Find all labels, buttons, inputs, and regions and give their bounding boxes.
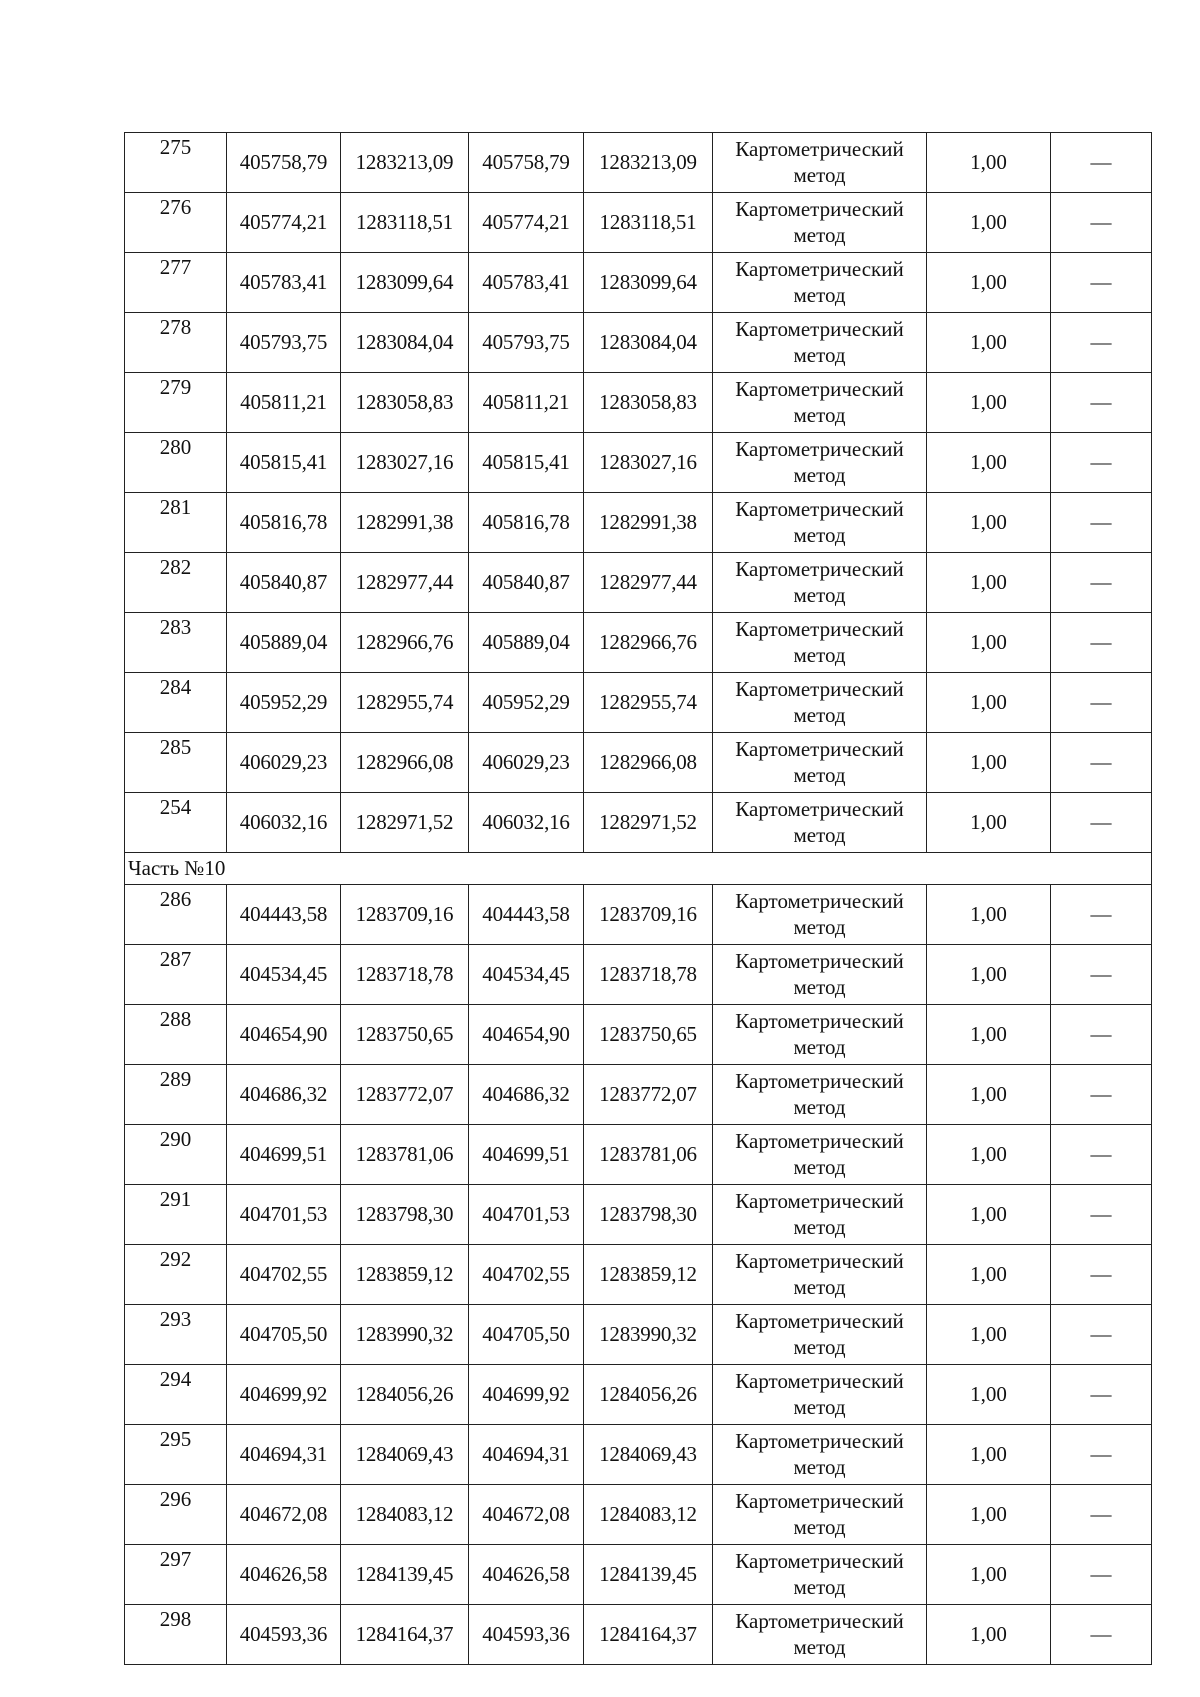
- table-row: [125, 1185, 1152, 1245]
- table-body: [125, 133, 1152, 1665]
- accuracy-cell: 1,00: [927, 1305, 1051, 1365]
- method-cell: Картометрический метод: [713, 1005, 927, 1065]
- accuracy-cell: 1,00: [927, 1245, 1051, 1305]
- x-coordinate-new-cell: 404694,31: [469, 1425, 584, 1485]
- x-coordinate-cell: 405816,78: [227, 493, 341, 553]
- description-cell: —: [1051, 373, 1152, 433]
- x-coordinate-new-cell: 404443,58: [469, 885, 584, 945]
- table-row: [125, 673, 1152, 733]
- y-coordinate-new-cell: 1282955,74: [584, 673, 713, 733]
- table-row: [125, 313, 1152, 373]
- y-coordinate-new-cell: 1283859,12: [584, 1245, 713, 1305]
- x-coordinate-cell: 406032,16: [227, 793, 341, 853]
- y-coordinate-new-cell: 1283027,16: [584, 433, 713, 493]
- accuracy-cell: 1,00: [927, 1125, 1051, 1185]
- accuracy-cell: 1,00: [927, 433, 1051, 493]
- table-row: [125, 1605, 1152, 1665]
- point-number-cell: 284: [125, 673, 227, 733]
- table-row: [125, 733, 1152, 793]
- x-coordinate-new-cell: 405815,41: [469, 433, 584, 493]
- accuracy-cell: 1,00: [927, 1065, 1051, 1125]
- y-coordinate-cell: 1283781,06: [341, 1125, 469, 1185]
- x-coordinate-cell: 405952,29: [227, 673, 341, 733]
- y-coordinate-new-cell: 1283750,65: [584, 1005, 713, 1065]
- point-number-cell: 298: [125, 1605, 227, 1665]
- x-coordinate-new-cell: 405889,04: [469, 613, 584, 673]
- table-row: [125, 1485, 1152, 1545]
- method-cell: Картометрический метод: [713, 1305, 927, 1365]
- table-row: [125, 1545, 1152, 1605]
- x-coordinate-cell: 404699,92: [227, 1365, 341, 1425]
- method-cell: Картометрический метод: [713, 133, 927, 193]
- description-cell: —: [1051, 1005, 1152, 1065]
- y-coordinate-new-cell: 1283118,51: [584, 193, 713, 253]
- x-coordinate-cell: 405840,87: [227, 553, 341, 613]
- y-coordinate-new-cell: 1283213,09: [584, 133, 713, 193]
- x-coordinate-cell: 405793,75: [227, 313, 341, 373]
- x-coordinate-new-cell: 404702,55: [469, 1245, 584, 1305]
- x-coordinate-cell: 404654,90: [227, 1005, 341, 1065]
- y-coordinate-cell: 1283213,09: [341, 133, 469, 193]
- accuracy-cell: 1,00: [927, 493, 1051, 553]
- description-cell: —: [1051, 1545, 1152, 1605]
- description-cell: —: [1051, 133, 1152, 193]
- description-cell: —: [1051, 793, 1152, 853]
- point-number-cell: 295: [125, 1425, 227, 1485]
- description-cell: —: [1051, 673, 1152, 733]
- y-coordinate-cell: 1282991,38: [341, 493, 469, 553]
- y-coordinate-new-cell: 1283772,07: [584, 1065, 713, 1125]
- point-number-cell: 285: [125, 733, 227, 793]
- accuracy-cell: 1,00: [927, 1545, 1051, 1605]
- table-row: [125, 493, 1152, 553]
- x-coordinate-cell: 405758,79: [227, 133, 341, 193]
- y-coordinate-new-cell: 1282966,76: [584, 613, 713, 673]
- method-cell: Картометрический метод: [713, 1065, 927, 1125]
- table-row: [125, 193, 1152, 253]
- point-number-cell: 289: [125, 1065, 227, 1125]
- x-coordinate-new-cell: 405816,78: [469, 493, 584, 553]
- description-cell: —: [1051, 1365, 1152, 1425]
- y-coordinate-new-cell: 1284056,26: [584, 1365, 713, 1425]
- y-coordinate-cell: 1282966,76: [341, 613, 469, 673]
- point-number-cell: 276: [125, 193, 227, 253]
- x-coordinate-new-cell: 405783,41: [469, 253, 584, 313]
- x-coordinate-new-cell: 404672,08: [469, 1485, 584, 1545]
- method-cell: Картометрический метод: [713, 313, 927, 373]
- x-coordinate-cell: 405889,04: [227, 613, 341, 673]
- y-coordinate-cell: 1283084,04: [341, 313, 469, 373]
- y-coordinate-new-cell: 1284139,45: [584, 1545, 713, 1605]
- x-coordinate-new-cell: 406032,16: [469, 793, 584, 853]
- method-cell: Картометрический метод: [713, 553, 927, 613]
- point-number-cell: 279: [125, 373, 227, 433]
- x-coordinate-new-cell: 404699,51: [469, 1125, 584, 1185]
- description-cell: —: [1051, 945, 1152, 1005]
- accuracy-cell: 1,00: [927, 733, 1051, 793]
- x-coordinate-cell: 404686,32: [227, 1065, 341, 1125]
- table-row: [125, 553, 1152, 613]
- y-coordinate-cell: 1284069,43: [341, 1425, 469, 1485]
- accuracy-cell: 1,00: [927, 1605, 1051, 1665]
- point-number-cell: 254: [125, 793, 227, 853]
- table-row: [125, 1365, 1152, 1425]
- y-coordinate-cell: 1283099,64: [341, 253, 469, 313]
- y-coordinate-cell: 1283027,16: [341, 433, 469, 493]
- table-row: [125, 133, 1152, 193]
- y-coordinate-cell: 1283718,78: [341, 945, 469, 1005]
- description-cell: —: [1051, 553, 1152, 613]
- x-coordinate-new-cell: 404654,90: [469, 1005, 584, 1065]
- y-coordinate-new-cell: 1283084,04: [584, 313, 713, 373]
- x-coordinate-new-cell: 405774,21: [469, 193, 584, 253]
- description-cell: —: [1051, 193, 1152, 253]
- x-coordinate-cell: 404699,51: [227, 1125, 341, 1185]
- method-cell: Картометрический метод: [713, 1125, 927, 1185]
- y-coordinate-new-cell: 1283798,30: [584, 1185, 713, 1245]
- accuracy-cell: 1,00: [927, 1425, 1051, 1485]
- accuracy-cell: 1,00: [927, 1185, 1051, 1245]
- table-row: [125, 373, 1152, 433]
- accuracy-cell: 1,00: [927, 313, 1051, 373]
- x-coordinate-cell: 404672,08: [227, 1485, 341, 1545]
- y-coordinate-new-cell: 1282991,38: [584, 493, 713, 553]
- x-coordinate-new-cell: 404699,92: [469, 1365, 584, 1425]
- accuracy-cell: 1,00: [927, 133, 1051, 193]
- x-coordinate-new-cell: 404701,53: [469, 1185, 584, 1245]
- method-cell: Картометрический метод: [713, 1605, 927, 1665]
- x-coordinate-new-cell: 404705,50: [469, 1305, 584, 1365]
- x-coordinate-new-cell: 405840,87: [469, 553, 584, 613]
- y-coordinate-new-cell: 1284069,43: [584, 1425, 713, 1485]
- method-cell: Картометрический метод: [713, 1185, 927, 1245]
- accuracy-cell: 1,00: [927, 553, 1051, 613]
- x-coordinate-new-cell: 405758,79: [469, 133, 584, 193]
- y-coordinate-cell: 1283118,51: [341, 193, 469, 253]
- point-number-cell: 282: [125, 553, 227, 613]
- description-cell: —: [1051, 313, 1152, 373]
- accuracy-cell: 1,00: [927, 885, 1051, 945]
- description-cell: —: [1051, 885, 1152, 945]
- x-coordinate-cell: 404694,31: [227, 1425, 341, 1485]
- y-coordinate-new-cell: 1283781,06: [584, 1125, 713, 1185]
- description-cell: —: [1051, 433, 1152, 493]
- x-coordinate-cell: 404705,50: [227, 1305, 341, 1365]
- y-coordinate-cell: 1284139,45: [341, 1545, 469, 1605]
- x-coordinate-new-cell: 406029,23: [469, 733, 584, 793]
- point-number-cell: 281: [125, 493, 227, 553]
- table-row: [125, 253, 1152, 313]
- x-coordinate-new-cell: 405952,29: [469, 673, 584, 733]
- table-row: [125, 1305, 1152, 1365]
- method-cell: Картометрический метод: [713, 673, 927, 733]
- description-cell: —: [1051, 1065, 1152, 1125]
- table-row: [125, 1425, 1152, 1485]
- y-coordinate-cell: 1283058,83: [341, 373, 469, 433]
- x-coordinate-cell: 404701,53: [227, 1185, 341, 1245]
- method-cell: Картометрический метод: [713, 373, 927, 433]
- point-number-cell: 278: [125, 313, 227, 373]
- method-cell: Картометрический метод: [713, 1545, 927, 1605]
- description-cell: —: [1051, 613, 1152, 673]
- x-coordinate-cell: 405811,21: [227, 373, 341, 433]
- x-coordinate-cell: 404593,36: [227, 1605, 341, 1665]
- point-number-cell: 290: [125, 1125, 227, 1185]
- description-cell: —: [1051, 1125, 1152, 1185]
- accuracy-cell: 1,00: [927, 253, 1051, 313]
- description-cell: —: [1051, 1185, 1152, 1245]
- y-coordinate-cell: 1282966,08: [341, 733, 469, 793]
- point-number-cell: 283: [125, 613, 227, 673]
- x-coordinate-new-cell: 404626,58: [469, 1545, 584, 1605]
- description-cell: —: [1051, 1425, 1152, 1485]
- y-coordinate-cell: 1284056,26: [341, 1365, 469, 1425]
- coordinates-table: [124, 132, 1152, 1665]
- x-coordinate-cell: 405774,21: [227, 193, 341, 253]
- method-cell: Картометрический метод: [713, 613, 927, 673]
- method-cell: Картометрический метод: [713, 193, 927, 253]
- x-coordinate-new-cell: 405811,21: [469, 373, 584, 433]
- accuracy-cell: 1,00: [927, 793, 1051, 853]
- x-coordinate-cell: 404534,45: [227, 945, 341, 1005]
- table-row: [125, 1125, 1152, 1185]
- y-coordinate-new-cell: 1282966,08: [584, 733, 713, 793]
- method-cell: Картометрический метод: [713, 1425, 927, 1485]
- y-coordinate-cell: 1283798,30: [341, 1185, 469, 1245]
- y-coordinate-new-cell: 1282971,52: [584, 793, 713, 853]
- accuracy-cell: 1,00: [927, 673, 1051, 733]
- y-coordinate-cell: 1283990,32: [341, 1305, 469, 1365]
- method-cell: Картометрический метод: [713, 493, 927, 553]
- y-coordinate-cell: 1283859,12: [341, 1245, 469, 1305]
- x-coordinate-cell: 406029,23: [227, 733, 341, 793]
- table-row: [125, 885, 1152, 945]
- point-number-cell: 291: [125, 1185, 227, 1245]
- method-cell: Картометрический метод: [713, 1365, 927, 1425]
- y-coordinate-new-cell: 1283058,83: [584, 373, 713, 433]
- x-coordinate-new-cell: 404686,32: [469, 1065, 584, 1125]
- x-coordinate-cell: 405783,41: [227, 253, 341, 313]
- y-coordinate-new-cell: 1283099,64: [584, 253, 713, 313]
- x-coordinate-cell: 404702,55: [227, 1245, 341, 1305]
- table-row: [125, 433, 1152, 493]
- point-number-cell: 294: [125, 1365, 227, 1425]
- x-coordinate-new-cell: 404534,45: [469, 945, 584, 1005]
- table-row: [125, 793, 1152, 853]
- point-number-cell: 288: [125, 1005, 227, 1065]
- point-number-cell: 277: [125, 253, 227, 313]
- point-number-cell: 280: [125, 433, 227, 493]
- y-coordinate-new-cell: 1282977,44: [584, 553, 713, 613]
- x-coordinate-cell: 405815,41: [227, 433, 341, 493]
- section-row: [125, 853, 1152, 885]
- table-row: [125, 1245, 1152, 1305]
- description-cell: —: [1051, 1485, 1152, 1545]
- method-cell: Картометрический метод: [713, 733, 927, 793]
- y-coordinate-new-cell: 1284083,12: [584, 1485, 713, 1545]
- accuracy-cell: 1,00: [927, 193, 1051, 253]
- table-row: [125, 1005, 1152, 1065]
- description-cell: —: [1051, 1305, 1152, 1365]
- x-coordinate-cell: 404626,58: [227, 1545, 341, 1605]
- point-number-cell: 275: [125, 133, 227, 193]
- point-number-cell: 287: [125, 945, 227, 1005]
- accuracy-cell: 1,00: [927, 945, 1051, 1005]
- y-coordinate-cell: 1282955,74: [341, 673, 469, 733]
- table-row: [125, 1065, 1152, 1125]
- description-cell: —: [1051, 1245, 1152, 1305]
- accuracy-cell: 1,00: [927, 1485, 1051, 1545]
- y-coordinate-cell: 1283709,16: [341, 885, 469, 945]
- y-coordinate-cell: 1284164,37: [341, 1605, 469, 1665]
- y-coordinate-new-cell: 1283718,78: [584, 945, 713, 1005]
- description-cell: —: [1051, 493, 1152, 553]
- method-cell: Картометрический метод: [713, 1245, 927, 1305]
- x-coordinate-new-cell: 405793,75: [469, 313, 584, 373]
- y-coordinate-new-cell: 1284164,37: [584, 1605, 713, 1665]
- table-row: [125, 613, 1152, 673]
- description-cell: —: [1051, 253, 1152, 313]
- accuracy-cell: 1,00: [927, 1005, 1051, 1065]
- table-row: [125, 945, 1152, 1005]
- accuracy-cell: 1,00: [927, 613, 1051, 673]
- y-coordinate-cell: 1282971,52: [341, 793, 469, 853]
- method-cell: Картометрический метод: [713, 793, 927, 853]
- section-label: Часть №10: [125, 853, 1152, 885]
- method-cell: Картометрический метод: [713, 945, 927, 1005]
- y-coordinate-cell: 1284083,12: [341, 1485, 469, 1545]
- accuracy-cell: 1,00: [927, 1365, 1051, 1425]
- method-cell: Картометрический метод: [713, 1485, 927, 1545]
- x-coordinate-cell: 404443,58: [227, 885, 341, 945]
- y-coordinate-cell: 1283750,65: [341, 1005, 469, 1065]
- y-coordinate-new-cell: 1283709,16: [584, 885, 713, 945]
- y-coordinate-cell: 1283772,07: [341, 1065, 469, 1125]
- description-cell: —: [1051, 733, 1152, 793]
- point-number-cell: 297: [125, 1545, 227, 1605]
- y-coordinate-new-cell: 1283990,32: [584, 1305, 713, 1365]
- method-cell: Картометрический метод: [713, 433, 927, 493]
- y-coordinate-cell: 1282977,44: [341, 553, 469, 613]
- accuracy-cell: 1,00: [927, 373, 1051, 433]
- point-number-cell: 296: [125, 1485, 227, 1545]
- description-cell: —: [1051, 1605, 1152, 1665]
- method-cell: Картометрический метод: [713, 885, 927, 945]
- point-number-cell: 293: [125, 1305, 227, 1365]
- point-number-cell: 286: [125, 885, 227, 945]
- x-coordinate-new-cell: 404593,36: [469, 1605, 584, 1665]
- point-number-cell: 292: [125, 1245, 227, 1305]
- method-cell: Картометрический метод: [713, 253, 927, 313]
